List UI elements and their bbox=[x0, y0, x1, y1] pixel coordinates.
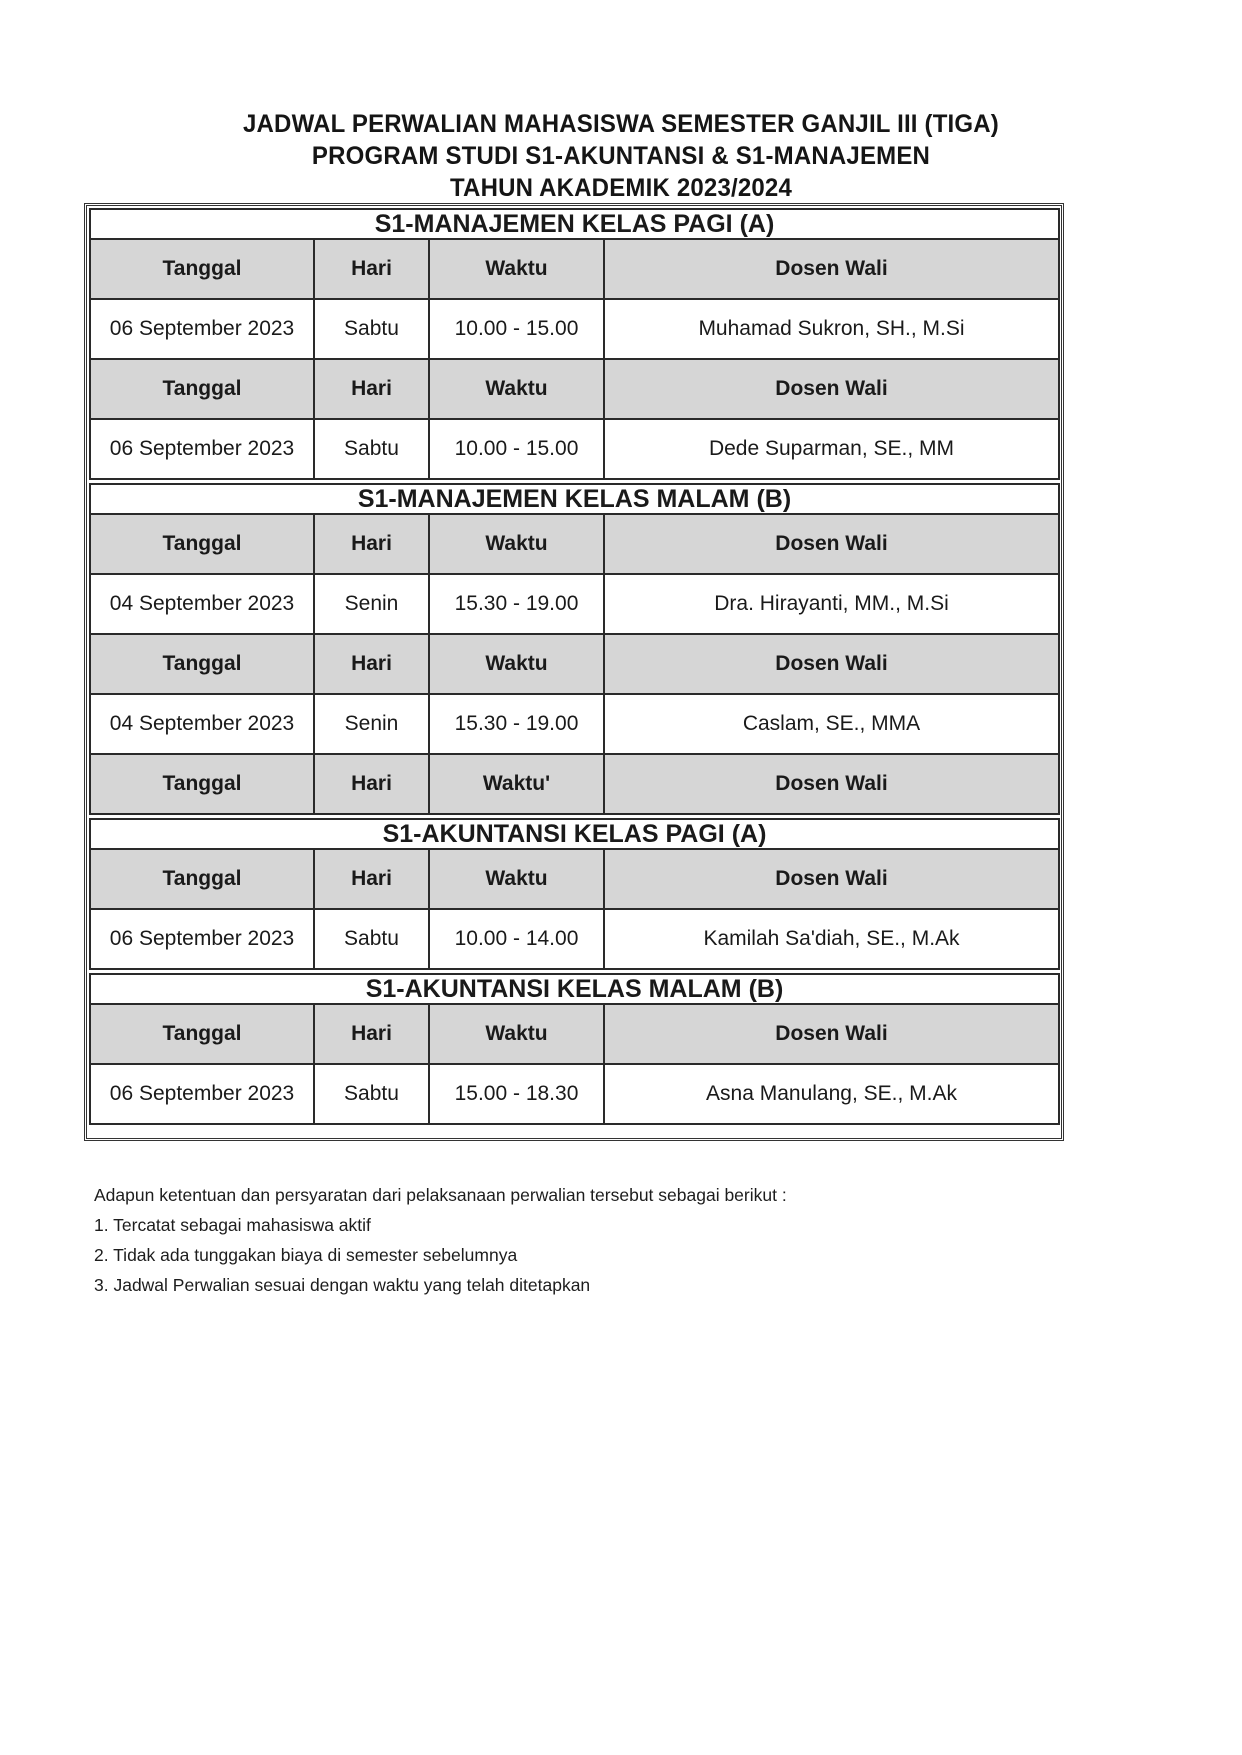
header-tanggal: Tanggal bbox=[91, 1005, 315, 1063]
header-row bbox=[89, 515, 1060, 575]
cell-dosen-wali: Asna Manulang, SE., M.Ak bbox=[706, 1082, 957, 1105]
header-waktu: Waktu bbox=[430, 1005, 605, 1063]
header-hari: Hari bbox=[315, 1005, 430, 1063]
cell-dosen-wali: Dra. Hirayanti, MM., M.Si bbox=[714, 592, 949, 615]
header-dosen-wali: Dosen Wali bbox=[775, 532, 888, 555]
header-row bbox=[89, 755, 1060, 815]
cell-tanggal: 06 September 2023 bbox=[91, 910, 315, 968]
header-dosen-wali: Dosen Wali bbox=[775, 772, 888, 795]
cell-tanggal: 06 September 2023 bbox=[91, 300, 315, 358]
header-waktu: Waktu bbox=[430, 515, 605, 573]
cell-hari: Sabtu bbox=[315, 1065, 430, 1123]
cell-dosen-wali: Caslam, SE., MMA bbox=[742, 712, 921, 735]
title-line: JADWAL PERWALIAN MAHASISWA SEMESTER GANJIL III (TIGA) bbox=[242, 110, 1000, 138]
cell-tanggal: 06 September 2023 bbox=[91, 420, 315, 478]
title-line: TAHUN AKADEMIK 2023/2024 bbox=[449, 174, 793, 202]
document-title bbox=[0, 108, 1242, 204]
title-line: PROGRAM STUDI S1-AKUNTANSI & S1-MANAJEMEN bbox=[311, 142, 931, 170]
cell-tanggal: 04 September 2023 bbox=[91, 695, 315, 753]
table-row bbox=[89, 910, 1060, 970]
header-row bbox=[89, 240, 1060, 300]
section-title: S1-AKUNTANSI KELAS PAGI (A) bbox=[89, 818, 1060, 850]
notes-intro: Adapun ketentuan dan persyaratan dari pelaksanaan perwalian tersebut sebagai berikut : bbox=[94, 1185, 787, 1205]
header-dosen-wali: Dosen Wali bbox=[775, 652, 888, 675]
header-waktu: Waktu bbox=[430, 635, 605, 693]
header-tanggal: Tanggal bbox=[91, 240, 315, 298]
cell-hari: Sabtu bbox=[315, 300, 430, 358]
notes-item: 3. Jadwal Perwalian sesuai dengan waktu yang telah ditetapkan bbox=[94, 1275, 591, 1295]
requirements-notes bbox=[94, 1180, 787, 1300]
header-hari: Hari bbox=[315, 360, 430, 418]
header-hari: Hari bbox=[315, 755, 430, 813]
section-title: S1-MANAJEMEN KELAS MALAM (B) bbox=[89, 483, 1060, 515]
table-row bbox=[89, 695, 1060, 755]
cell-tanggal: 04 September 2023 bbox=[91, 575, 315, 633]
header-tanggal: Tanggal bbox=[91, 515, 315, 573]
header-tanggal: Tanggal bbox=[91, 755, 315, 813]
section-title: S1-AKUNTANSI KELAS MALAM (B) bbox=[89, 973, 1060, 1005]
cell-hari: Sabtu bbox=[315, 910, 430, 968]
header-hari: Hari bbox=[315, 850, 430, 908]
header-dosen-wali: Dosen Wali bbox=[775, 257, 888, 280]
header-row bbox=[89, 1005, 1060, 1065]
cell-dosen-wali: Dede Suparman, SE., MM bbox=[708, 437, 955, 460]
header-hari: Hari bbox=[315, 635, 430, 693]
table-row bbox=[89, 1065, 1060, 1125]
header-hari: Hari bbox=[315, 515, 430, 573]
cell-waktu: 10.00 - 15.00 bbox=[430, 420, 605, 478]
header-dosen-wali: Dosen Wali bbox=[775, 1022, 888, 1045]
cell-hari: Senin bbox=[315, 695, 430, 753]
header-hari: Hari bbox=[315, 240, 430, 298]
cell-hari: Sabtu bbox=[315, 420, 430, 478]
header-row bbox=[89, 635, 1060, 695]
header-waktu: Waktu bbox=[430, 360, 605, 418]
schedule-table bbox=[89, 208, 1060, 1125]
cell-waktu: 10.00 - 14.00 bbox=[430, 910, 605, 968]
table-row bbox=[89, 300, 1060, 360]
header-row bbox=[89, 360, 1060, 420]
header-tanggal: Tanggal bbox=[91, 635, 315, 693]
header-tanggal: Tanggal bbox=[91, 850, 315, 908]
notes-item: 1. Tercatat sebagai mahasiswa aktif bbox=[94, 1215, 371, 1235]
header-dosen-wali: Dosen Wali bbox=[775, 377, 888, 400]
cell-dosen-wali: Kamilah Sa'diah, SE., M.Ak bbox=[703, 927, 960, 950]
header-dosen-wali: Dosen Wali bbox=[775, 867, 888, 890]
cell-waktu: 10.00 - 15.00 bbox=[430, 300, 605, 358]
header-tanggal: Tanggal bbox=[91, 360, 315, 418]
cell-waktu: 15.30 - 19.00 bbox=[430, 575, 605, 633]
section-title: S1-MANAJEMEN KELAS PAGI (A) bbox=[89, 208, 1060, 240]
header-waktu: Waktu' bbox=[430, 755, 605, 813]
cell-dosen-wali: Muhamad Sukron, SH., M.Si bbox=[698, 317, 965, 340]
header-waktu: Waktu bbox=[430, 850, 605, 908]
cell-hari: Senin bbox=[315, 575, 430, 633]
header-row bbox=[89, 850, 1060, 910]
table-row bbox=[89, 420, 1060, 480]
cell-waktu: 15.00 - 18.30 bbox=[430, 1065, 605, 1123]
table-row bbox=[89, 575, 1060, 635]
header-waktu: Waktu bbox=[430, 240, 605, 298]
cell-tanggal: 06 September 2023 bbox=[91, 1065, 315, 1123]
notes-item: 2. Tidak ada tunggakan biaya di semester sebelumnya bbox=[94, 1245, 518, 1265]
cell-waktu: 15.30 - 19.00 bbox=[430, 695, 605, 753]
